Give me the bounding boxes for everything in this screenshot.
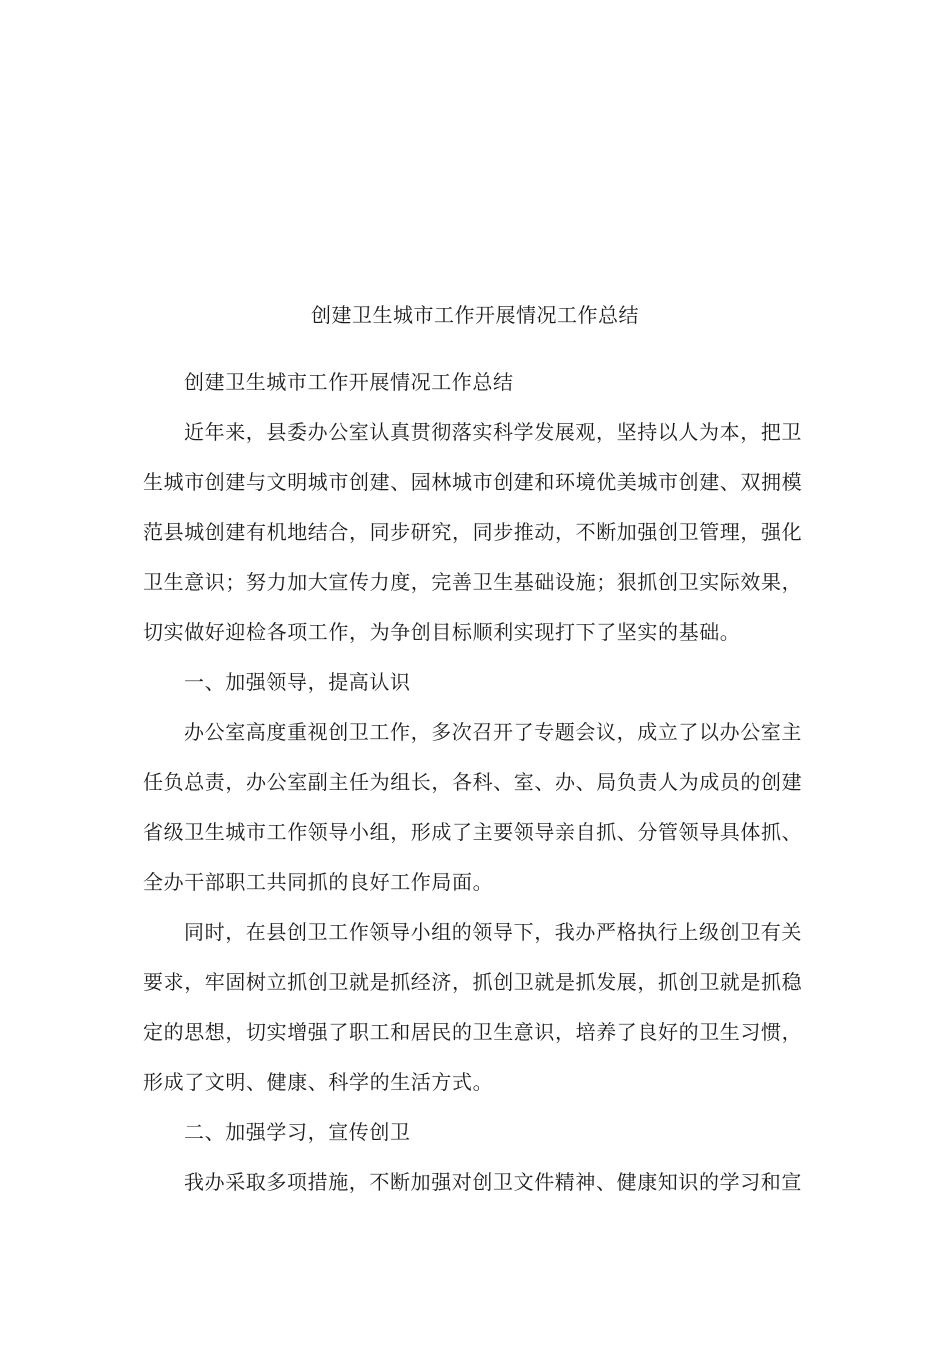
- paragraph-line: 卫生意识；努力加大宣传力度，完善卫生基础设施；狠抓创卫实际效果，: [143, 570, 803, 594]
- section-heading: 二、加强学习，宣传创卫: [184, 1120, 411, 1144]
- paragraph-line: 切实做好迎检各项工作，为争创目标顺利实现打下了坚实的基础。: [143, 620, 741, 644]
- paragraph-line: 办公室高度重视创卫工作，多次召开了专题会议，成立了以办公室主: [184, 720, 802, 744]
- section-heading: 一、加强领导，提高认识: [184, 670, 411, 694]
- paragraph-line: 要求，牢固树立抓创卫就是抓经济，抓创卫就是抓发展，抓创卫就是抓稳: [143, 970, 803, 994]
- paragraph-line: 范县城创建有机地结合，同步研究，同步推动，不断加强创卫管理，强化: [143, 520, 803, 544]
- paragraph-line: 生城市创建与文明城市创建、园林城市创建和环境优美城市创建、双拥模: [143, 470, 803, 494]
- paragraph-line: 近年来，县委办公室认真贯彻落实科学发展观，坚持以人为本，把卫: [184, 420, 802, 444]
- paragraph-line: 定的思想，切实增强了职工和居民的卫生意识，培养了良好的卫生习惯，: [143, 1020, 803, 1044]
- paragraph-line: 省级卫生城市工作领导小组，形成了主要领导亲自抓、分管领导具体抓、: [143, 820, 803, 844]
- document-title: 创建卫生城市工作开展情况工作总结: [311, 303, 639, 327]
- subtitle-line: 创建卫生城市工作开展情况工作总结: [184, 370, 514, 394]
- paragraph-line: 同时，在县创卫工作领导小组的领导下，我办严格执行上级创卫有关: [184, 920, 802, 944]
- paragraph-line: 形成了文明、健康、科学的生活方式。: [143, 1070, 494, 1094]
- paragraph-line: 全办干部职工共同抓的良好工作局面。: [143, 870, 494, 894]
- paragraph-line: 任负总责，办公室副主任为组长，各科、室、办、局负责人为成员的创建: [143, 770, 803, 794]
- paragraph-line: 我办采取多项措施，不断加强对创卫文件精神、健康知识的学习和宣: [184, 1170, 802, 1194]
